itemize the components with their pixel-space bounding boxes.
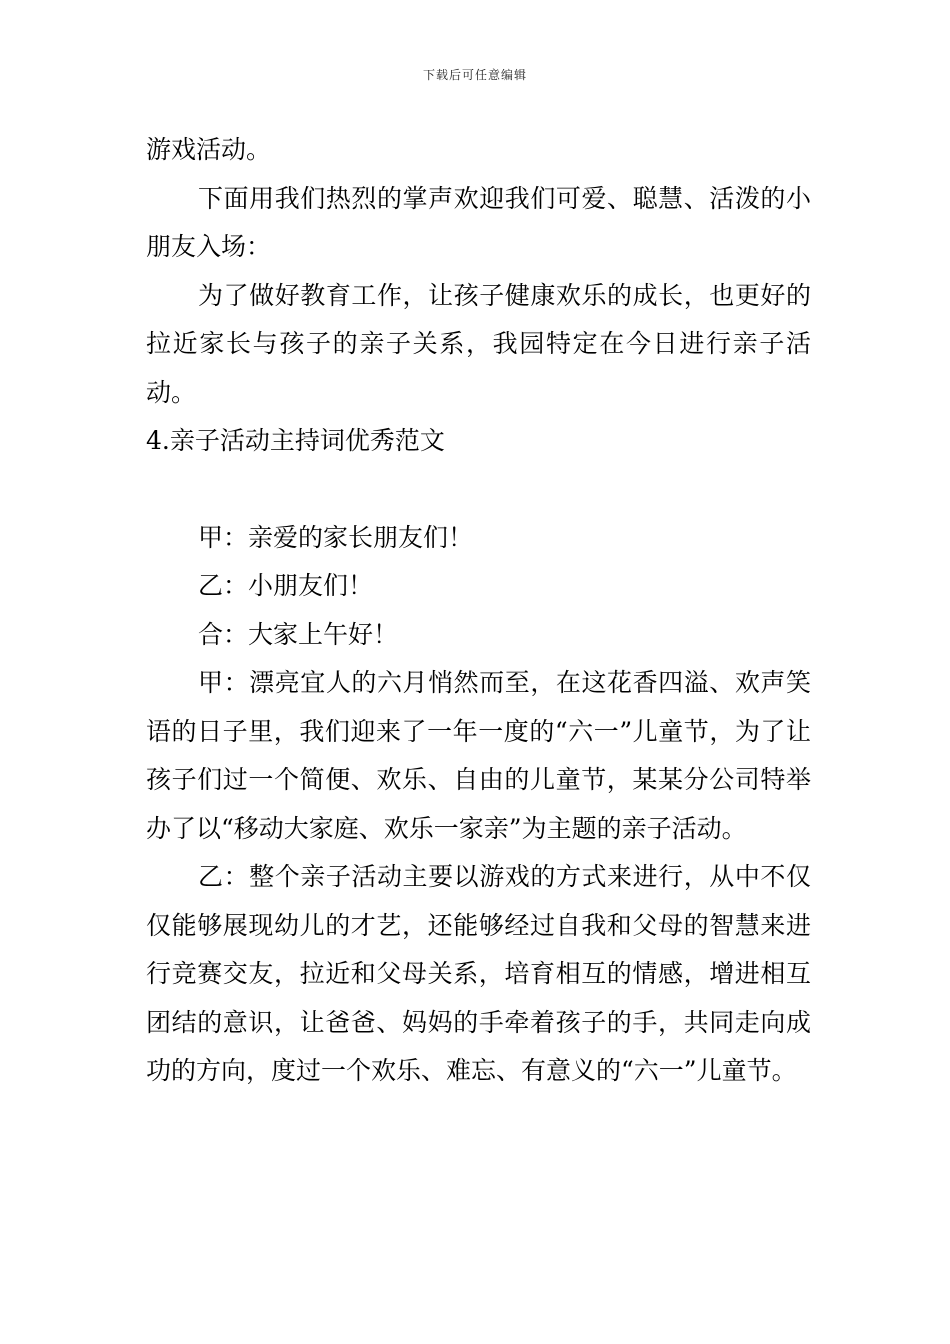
paragraph-jia-speech: 甲：漂亮宜人的六月悄然而至，在这花香四溢、欢声笑语的日子里，我们迎来了一年一度的“六一”儿童节，为了让孩子们过一个简便、欢乐、自由的儿童节，某某分公司特举办了以“移动大家庭、欢乐一家亲”为主题的亲子活动。 (146, 668, 811, 843)
paragraph-yi-speech: 乙：整个亲子活动主要以游戏的方式来进行，从中不仅仅能够展现幼儿的才艺，还能够经过自我和父母的智慧来进行竞赛交友，拉近和父母关系，培育相互的情感，增进相互团结的意识，让爸爸、妈妈的手牵着孩子的手，共同走向成功的方向，度过一个欢乐、难忘、有意义的“六一”儿童节。 (146, 862, 811, 1085)
paragraph-purpose: 为了做好教育工作，让孩子健康欢乐的成长，也更好的拉近家长与孩子的亲子关系，我园特定在今日进行亲子活动。 (146, 280, 811, 407)
dialogue-line-he: 合：大家上午好！ (198, 619, 399, 649)
document-body (146, 126, 811, 1096)
dialogue-line-jia: 甲：亲爱的家长朋友们！ (198, 522, 474, 552)
header-note: 下载后可任意编辑 (422, 68, 527, 82)
paragraph-welcome: 下面用我们热烈的掌声欢迎我们可爱、聪慧、活泼的小朋友入场： (146, 183, 811, 261)
dialogue-line-yi: 乙：小朋友们！ (198, 571, 374, 600)
paragraph-continuation: 游戏活动。 (146, 135, 272, 164)
blank-line (146, 466, 811, 514)
section-heading: 4.亲子活动主持词优秀范文 (146, 426, 445, 455)
